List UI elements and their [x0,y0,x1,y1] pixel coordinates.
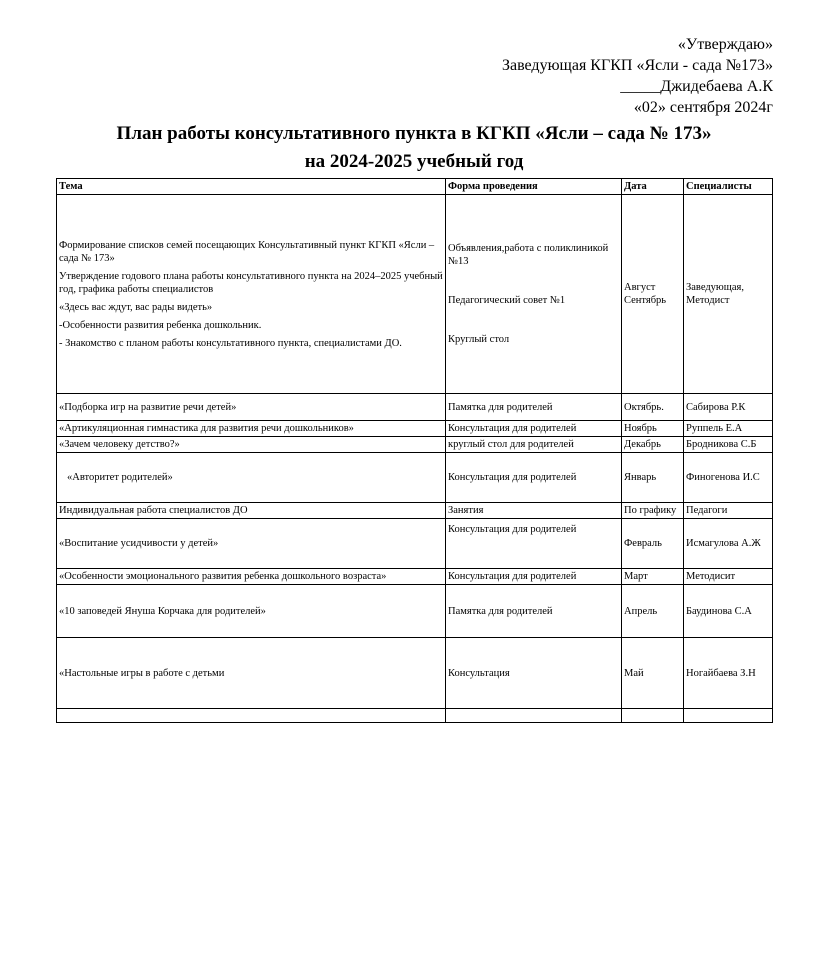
approval-block [353,34,773,118]
table-row [57,638,773,709]
table-row [57,519,773,569]
cell-date: Февраль [622,519,684,569]
table-row [57,195,773,394]
plan-table [56,178,773,723]
cell-form: Консультация [446,638,622,709]
cell-date: Октябрь. [622,394,684,421]
cell-specialist: Сабирова Р.К [684,394,773,421]
table-row [57,453,773,503]
cell-form: Консультация для родителей [446,569,622,585]
form-line: Объявления,работа с поликлиникой №13 [448,243,609,267]
cell-topic: «Зачем человеку детство?» [57,437,446,453]
cell-date: Декабрь [622,437,684,453]
cell-date: Январь [622,453,684,503]
cell-form: Консультация для родителей [446,453,622,503]
cell-empty [622,709,684,723]
cell-date: Ноябрь [622,421,684,437]
topic-line: - Знакомство с планом работы консультативного пункта, специалистами ДО. [59,337,402,349]
table-row [57,394,773,421]
cell-topic: «Артикуляционная гимнастика для развития речи дошкольников» [57,421,446,437]
cell-date: По графику [622,503,684,519]
table-row [57,421,773,437]
table-row [57,437,773,453]
cell-date: Август Сентябрь [622,195,684,394]
cell-topic: «Авторитет родителей» [57,453,446,503]
cell-specialist: Баудинова С.А [684,585,773,638]
table-row-empty [57,709,773,723]
cell-form: Занятия [446,503,622,519]
table-row [57,585,773,638]
topic-line: Формирование списков семей посещающих Консультативный пункт КГКП «Ясли – сада № 173» [59,239,435,264]
page-title: План работы консультативного пункта в КГКП «Ясли – сада № 173» [116,123,712,144]
topic-line: Утверждение годового плана работы консультативного пункта на 2024–2025 учебный год, графика работы специалистов [59,270,443,295]
cell-date: Май [622,638,684,709]
cell-specialist: Ногайбаева З.Н [684,638,773,709]
approval-line: «Утверждаю» [677,36,773,53]
cell-empty [57,709,446,723]
cell-topic: Индивидуальная работа специалистов ДО [57,503,446,519]
header-specialists: Специалисты [684,179,773,195]
cell-specialist: Бродникова С.Б [684,437,773,453]
approval-line: Заведующая КГКП «Ясли - сада №173» [501,57,773,74]
cell-specialist: Финогенова И.С [684,453,773,503]
cell-topic: «Подборка игр на развитие речи детей» [57,394,446,421]
header-date: Дата [622,179,684,195]
cell-specialist: Педагоги [684,503,773,519]
cell-specialist: Методисит [684,569,773,585]
approval-date: «02» сентября 2024г [633,99,773,116]
cell-specialist: Руппель Е.А [684,421,773,437]
table-row [57,503,773,519]
cell-empty [446,709,622,723]
cell-specialist: Исмагулова А.Ж [684,519,773,569]
cell-form [446,519,622,569]
cell-topic [57,195,446,394]
form-line: Круглый стол [448,334,510,345]
cell-form: Памятка для родителей [446,394,622,421]
topic-line: «Здесь вас ждут, вас рады видеть» [59,301,213,313]
cell-form: Памятка для родителей [446,585,622,638]
cell-specialist: Заведующая, Методист [684,195,773,394]
header-form: Форма проведения [446,179,622,195]
cell-form: Консультация для родителей [446,421,622,437]
cell-form [446,195,622,394]
cell-date: Март [622,569,684,585]
form-text: Консультация для родителей [448,524,577,535]
cell-topic: «Настольные игры в работе с детьми [57,638,446,709]
cell-topic: «Особенности эмоционального развития ребенка дошкольного возраста» [57,569,446,585]
cell-empty [684,709,773,723]
cell-topic: «Воспитание усидчивости у детей» [57,519,446,569]
form-line: Педагогический совет №1 [448,295,566,306]
cell-topic: «10 заповедей Януша Корчака для родителей» [57,585,446,638]
page-subtitle: на 2024-2025 учебный год [304,151,524,172]
table-header-row [57,179,773,195]
cell-date: Апрель [622,585,684,638]
table-row [57,569,773,585]
cell-form: круглый стол для родителей [446,437,622,453]
header-topic: Тема [57,179,446,195]
approval-signature-line: _____Джидебаева А.К [620,78,773,95]
topic-line: -Особенности развития ребенка дошкольник. [59,319,262,331]
